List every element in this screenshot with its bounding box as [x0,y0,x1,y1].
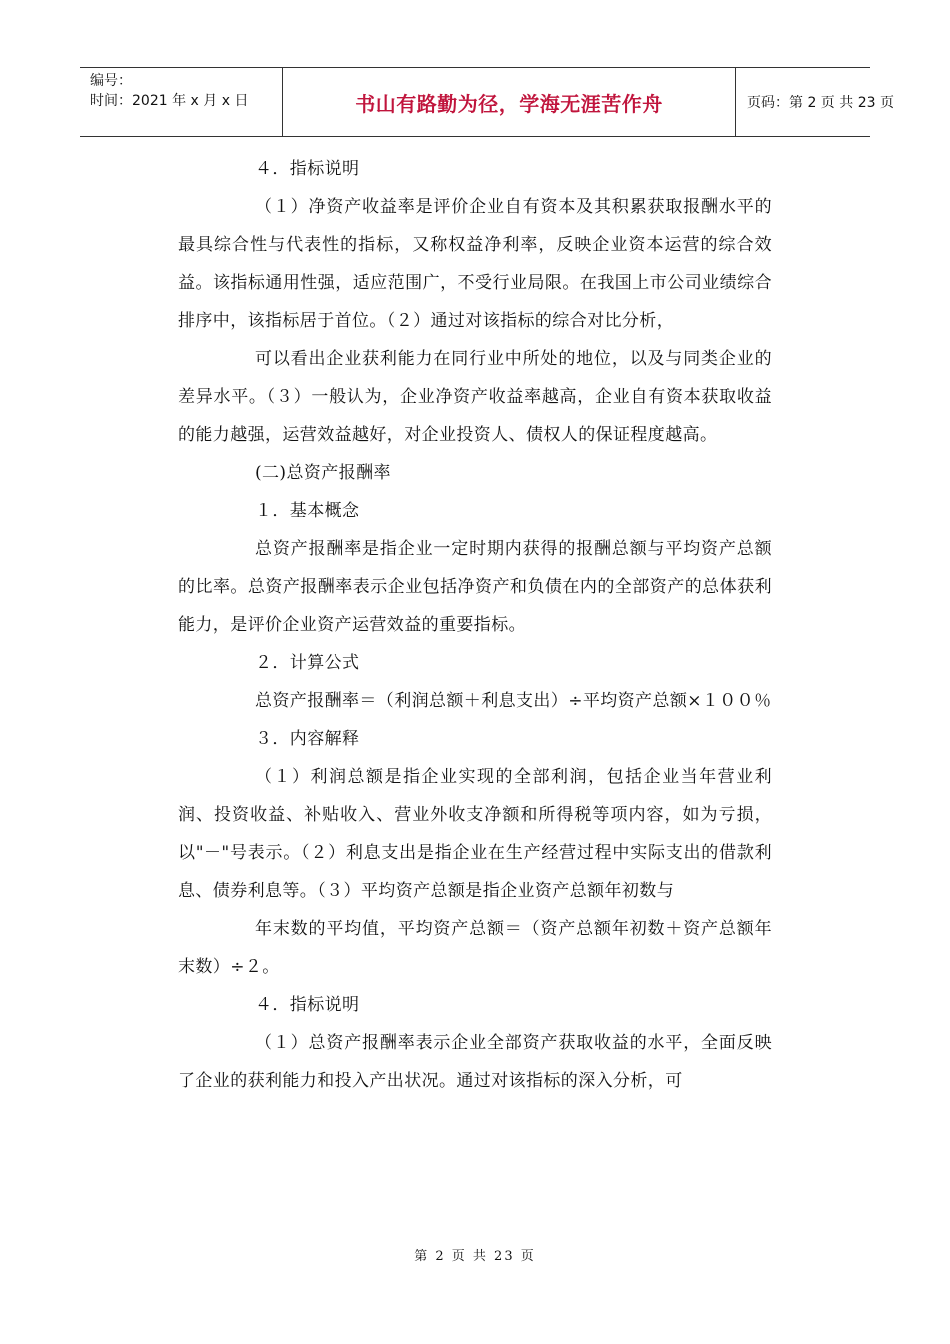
page-footer: 第 2 页 共 23 页 [414,1249,536,1264]
heading-content-explanation: ３．内容解释 [255,729,360,749]
heading-basic-concept: １．基本概念 [255,501,360,521]
document-body [178,150,772,1100]
heading-indicator-notes-2: ４．指标说明 [255,995,360,1015]
document-number-label: 编号： [90,73,132,89]
paragraph-roa-notes: （１）总资产报酬率表示企业全部资产获取收益的水平，全面反映了企业的获利能力和投入产出状况。通过对该指标的深入分析，可 [178,1033,772,1091]
section-heading-roa: (二)总资产报酬率 [255,463,391,483]
paragraph-content-continued: 年末数的平均值，平均资产总额＝（资产总额年初数＋资产总额年末数）÷２。 [178,919,772,977]
paragraph-roe-continued: 可以看出企业获利能力在同行业中所处的地位，以及与同类企业的差异水平。（３）一般认为，企业净资产收益率越高，企业自有资本获取收益的能力越强，运营效益越好，对企业投资人、债权人的保证程度越高。 [178,349,772,445]
header-motto-cell [282,68,736,136]
heading-indicator-notes: ４．指标说明 [255,159,360,179]
paragraph-content-explanation: （１）利润总额是指企业实现的全部利润，包括企业当年营业利润、投资收益、补贴收入、营业外收支净额和所得税等项内容，如为亏损，以"－"号表示。（２）利息支出是指企业在生产经营过程中实际支出的借款利息、债券利息等。（３）平均资产总额是指企业资产总额年初数与 [178,767,772,901]
heading-formula: ２．计算公式 [255,653,360,673]
paragraph-roe-notes: （１）净资产收益率是评价企业自有资本及其积累获取报酬水平的最具综合性与代表性的指标，又称权益净利率，反映企业资本运营的综合效益。该指标通用性强，适应范围广，不受行业局限。在我国上市公司业绩综合排序中，该指标居于首位。（２）通过对该指标的综合对比分析， [178,197,772,331]
header-meta [80,68,282,136]
motto-text: 书山有路勤为径，学海无涯苦作舟 [355,91,663,116]
paragraph-basic-concept: 总资产报酬率是指企业一定时期内获得的报酬总额与平均资产总额的比率。总资产报酬率表示企业包括净资产和负债在内的全部资产的总体获利能力，是评价企业资产运营效益的重要指标。 [178,539,772,635]
document-time-label: 时间：2021 年 x 月 x 日 [90,93,249,109]
header-page-cell [735,68,894,136]
paragraph-formula: 总资产报酬率＝（利润总额＋利息支出）÷平均资产总额×１００％ [255,691,772,711]
page-code: 页码：第 2 页 共 23 页 [747,95,894,111]
document-header [80,67,894,137]
